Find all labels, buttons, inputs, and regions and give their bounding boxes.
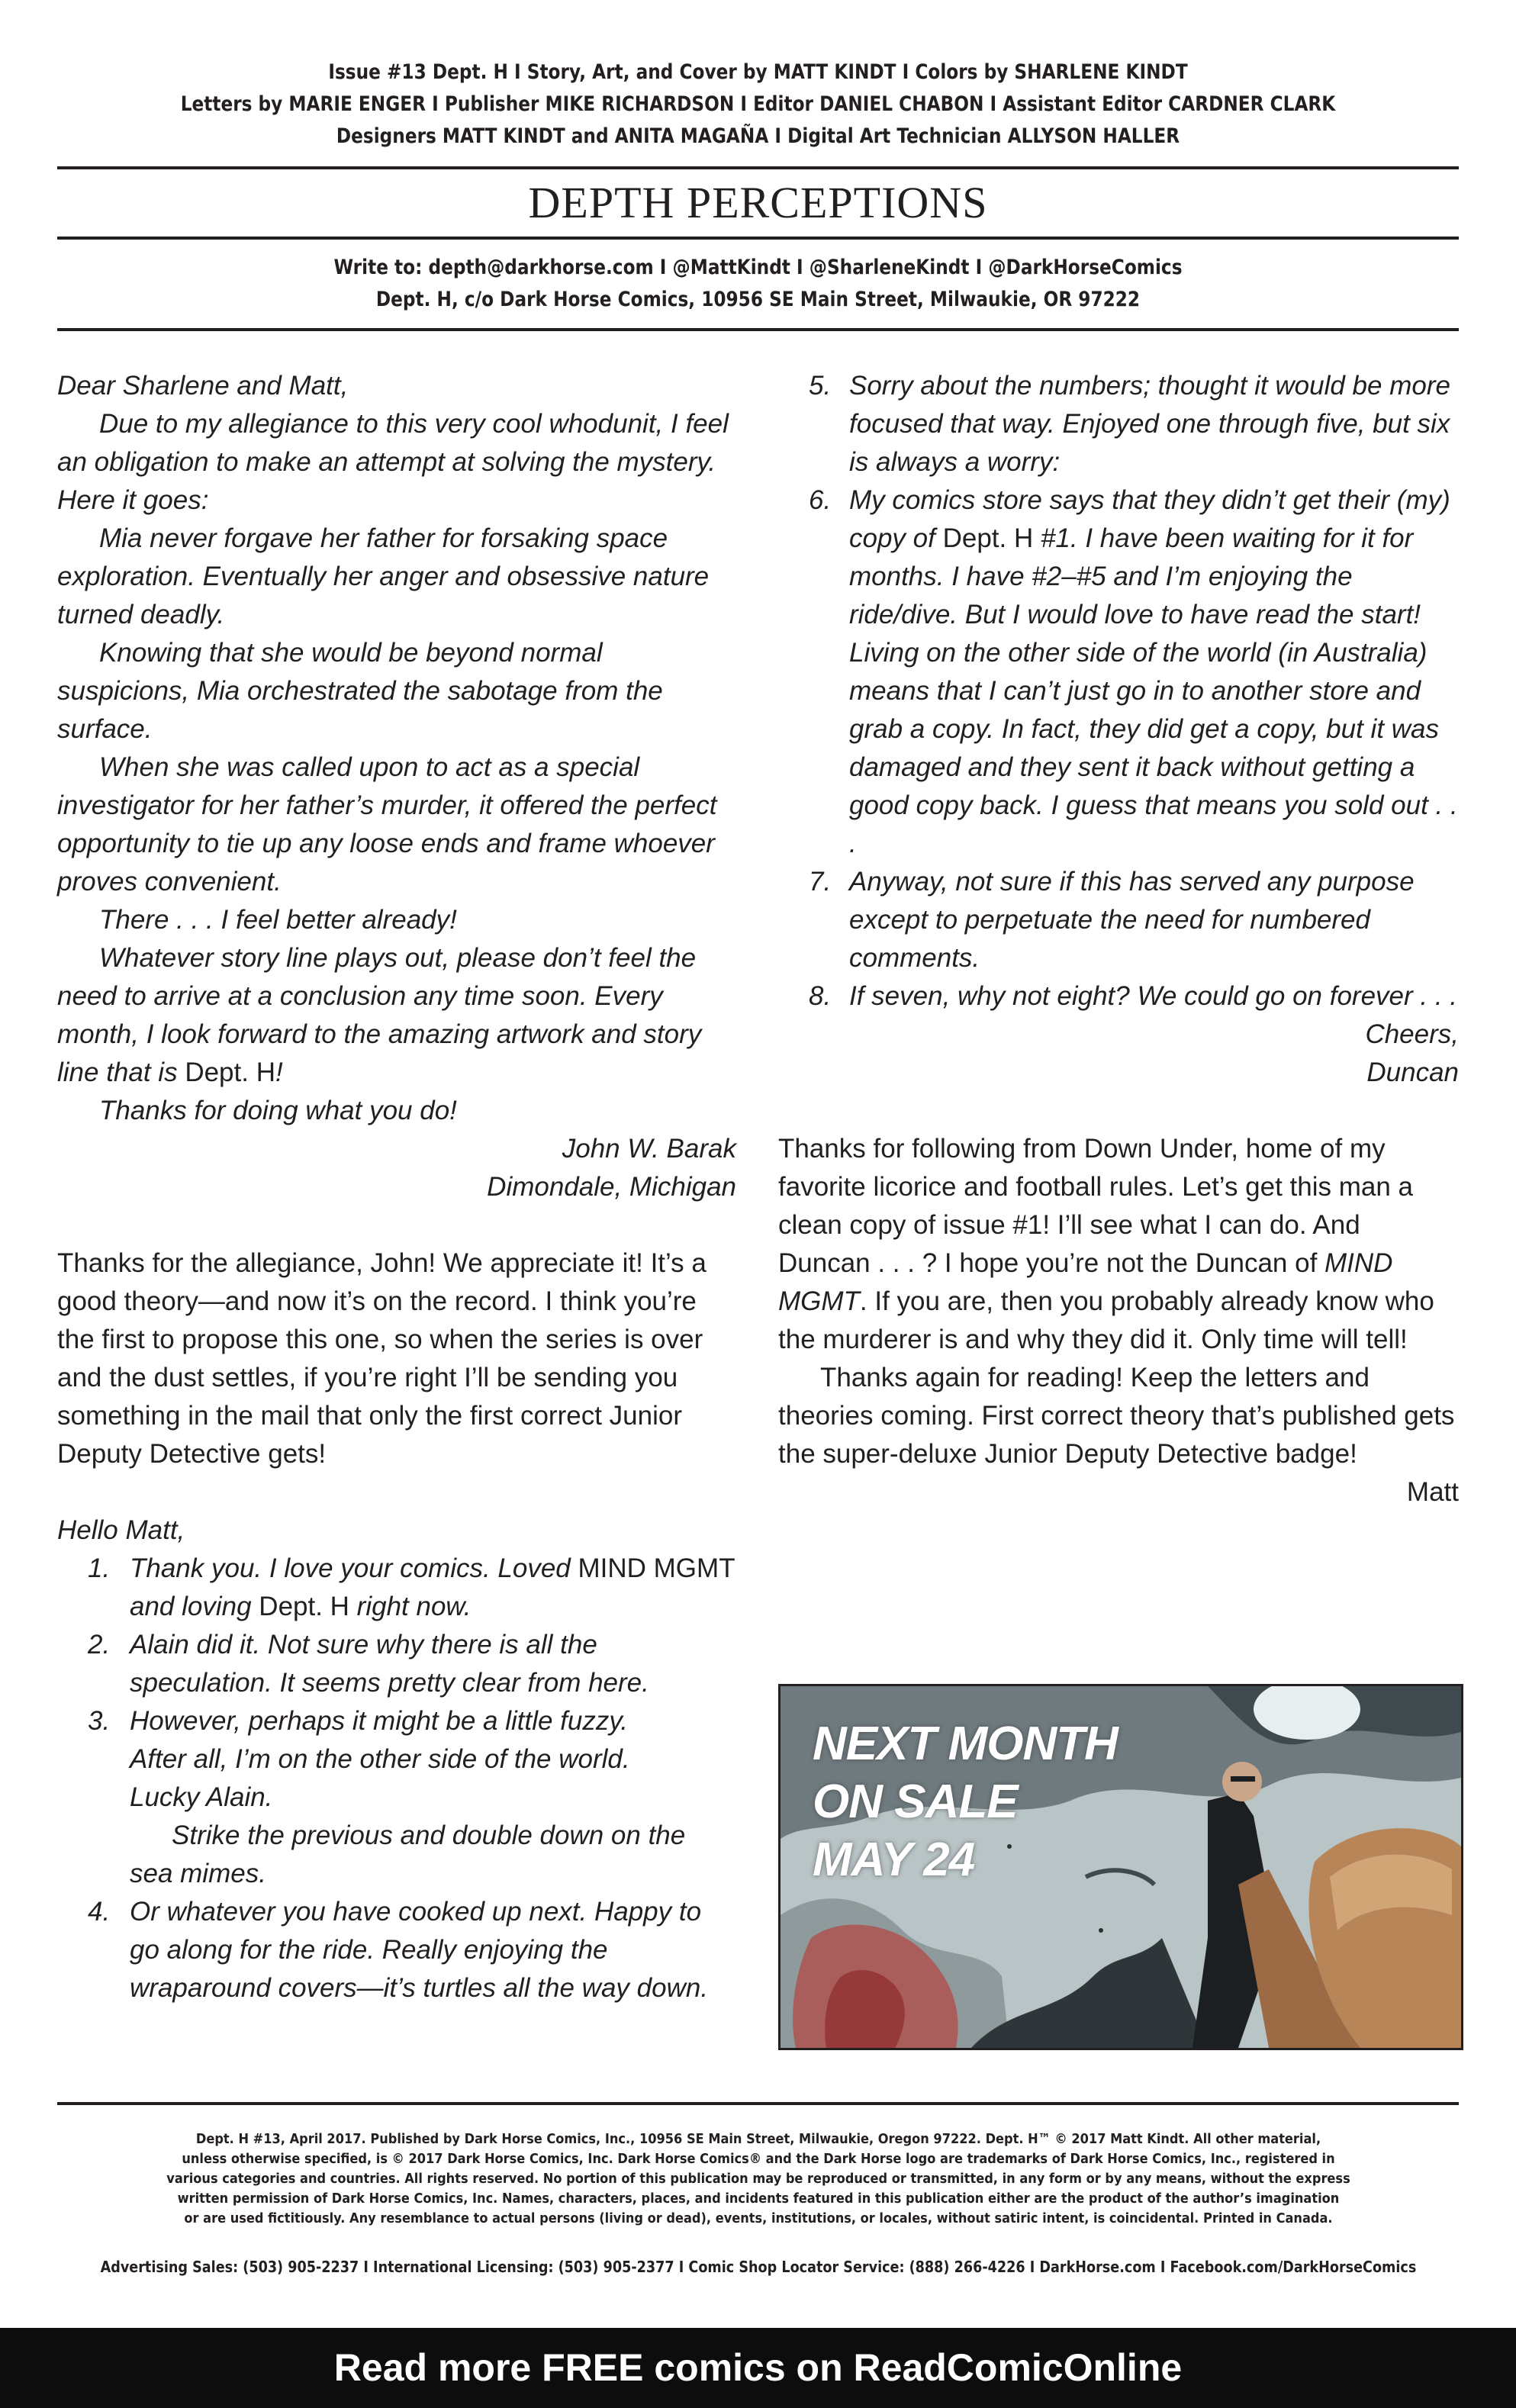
readcomiconline-banner[interactable]: Read more FREE comics on ReadComicOnline <box>0 2328 1516 2408</box>
legal-line: unless otherwise specified, is © 2017 Dark Horse Comics, Inc. Dark Horse Comics® and the Dark Horse logo are trademarks of Dark Horse Comics, Inc., registered in <box>182 2151 1335 2167</box>
editor-reply-paragraph: Thanks for following from Down Under, home of my favorite licorice and football rules. Let’s get this man a clean copy of issue #1! I’ll see what I can do. And Duncan . . . ? I hope you’re not the Duncan of MIND MGMT. If you are, then you probably already know who the murderer is and why they did it. Only time will tell! <box>778 1134 1434 1354</box>
letter-paragraph: Knowing that she would be beyond normal suspicions, Mia orchestrated the sabotage from the surface. <box>57 638 663 744</box>
promo-line: NEXT MONTH <box>813 1717 1118 1770</box>
credits-line-1: Issue #13 Dept. H I Story, Art, and Cover by MATT KINDT I Colors by SHARLENE KINDT <box>328 60 1188 84</box>
letter-paragraph: There . . . I feel better already! <box>99 905 457 935</box>
credits-line-2: Letters by MARIE ENGER I Publisher MIKE RICHARDSON I Editor DANIEL CHABON I Assistant Editor CARDNER CLARK <box>180 92 1336 116</box>
list-item: 7. Anyway, not sure if this has served any purpose except to perpetuate the need for numbered comments. <box>809 867 1415 973</box>
list-item: 5. Sorry about the numbers; thought it would be more focused that way. Enjoyed one through five, but six is always a worry: <box>809 371 1450 477</box>
letter-paragraph: Due to my allegiance to this very cool whodunit, I feel an obligation to make an attempt at solving the mystery. Here it goes: <box>57 409 729 515</box>
legal-line: or are used fictitiously. Any resemblance to actual persons (living or dead), events, institutions, or locales, without satiric intent, is coincidental. Printed in Canada. <box>184 2210 1333 2226</box>
credits-line-3: Designers MATT KINDT and ANITA MAGAÑA I Digital Art Technician ALLYSON HALLER <box>336 124 1180 148</box>
letter-closing: Cheers, <box>1365 1019 1459 1049</box>
letter-salutation: Dear Sharlene and Matt, <box>57 371 349 401</box>
letter-2-continued <box>778 367 1459 1092</box>
letter-paragraph: Whatever story line plays out, please don’t feel the need to arrive at a conclusion any time soon. Every month, I look forward to the amazing artwork and story line that is Dept. H! <box>57 943 702 1087</box>
legal-notice <box>76 2130 1440 2229</box>
next-month-promo-image <box>778 1684 1463 2050</box>
list-item: 2. Alain did it. Not sure why there is all the speculation. It seems pretty clear from here. <box>88 1630 649 1698</box>
promo-caption <box>813 1715 1118 1889</box>
letter-signature-name: Duncan <box>1366 1058 1459 1087</box>
section-title: DEPTH PERCEPTIONS <box>528 178 988 227</box>
editor-reply-2 <box>778 1130 1459 1511</box>
right-column <box>778 367 1459 1511</box>
write-to-line-2: Dept. H, c/o Dark Horse Comics, 10956 SE Main Street, Milwaukie, OR 97222 <box>375 288 1141 311</box>
write-to-line-1: Write to: depth@darkhorse.com I @MattKindt I @SharleneKindt I @DarkHorseComics <box>333 256 1183 279</box>
list-item: 8. If seven, why not eight? We could go on forever . . . <box>809 981 1458 1011</box>
divider <box>57 166 1459 169</box>
editor-reply: Thanks for the allegiance, John! We appreciate it! It’s a good theory—and now it’s on the record. I think you’re the first to propose this one, so when the series is over and the dust settles, if you’re right I’ll be sending you something in the mail that only the first correct Junior Deputy Detective gets! <box>57 1248 707 1469</box>
legal-line: written permission of Dark Horse Comics, Inc. Names, characters, places, and incidents featured in this publication either are the product of the author’s imagination <box>177 2191 1340 2207</box>
letter-paragraph: Thanks for doing what you do! <box>99 1096 457 1125</box>
list-item: 1. Thank you. I love your comics. Loved MIND MGMT and loving Dept. H right now. <box>88 1553 735 1621</box>
letter-1 <box>57 367 736 1206</box>
legal-line: various categories and countries. All rights reserved. No portion of this publication may be reproduced or transmitted, in any form or by any means, without the express <box>166 2171 1350 2187</box>
letter-signature-place: Dimondale, Michigan <box>487 1172 736 1202</box>
legal-line: Dept. H #13, April 2017. Published by Dark Horse Comics, Inc., 10956 SE Main Street, Milwaukie, Oregon 97222. Dept. H™ © 2017 Matt Kindt. All other material, <box>195 2131 1321 2147</box>
list-item: 3. However, perhaps it might be a little fuzzy. After all, I’m on the other side of the world. Lucky Alain. Strike the previous and double down on the sea mimes. <box>88 1706 686 1888</box>
editor-reply-paragraph: Thanks again for reading! Keep the letters and theories coming. First correct theory that’s published gets the super-deluxe Junior Deputy Detective badge! <box>778 1363 1455 1469</box>
letter-2 <box>57 1511 736 2007</box>
promo-line: ON SALE <box>813 1775 1018 1828</box>
letter-salutation: Hello Matt, <box>57 1515 185 1545</box>
letter-paragraph: Mia never forgave her father for forsaking space exploration. Eventually her anger and obsessive nature turned deadly. <box>57 523 710 629</box>
letter-paragraph: When she was called upon to act as a special investigator for her father’s murder, it offered the perfect opportunity to tie up any loose ends and frame whoever proves convenient. <box>57 752 717 897</box>
list-item: 4. Or whatever you have cooked up next. Happy to go along for the ride. Really enjoying the wraparound covers—it’s turtles all the way down. <box>88 1897 709 2003</box>
contact-line: Advertising Sales: (503) 905-2237 I International Licensing: (503) 905-2377 I Comic Shop Locator Service: (888) 266-4226 I DarkHorse.com I Facebook.com/DarkHorseComics <box>100 2258 1416 2276</box>
letter-signature-name: John W. Barak <box>562 1134 736 1164</box>
left-column <box>57 367 736 2007</box>
editor-signature: Matt <box>1406 1477 1459 1507</box>
promo-line: MAY 24 <box>813 1833 975 1886</box>
divider <box>57 2102 1459 2105</box>
list-item: 6. My comics store says that they didn’t get their (my) copy of Dept. H #1. I have been waiting for it for months. I have #2–#5 and I’m enjoying the ride/dive. But I would love to have read the start! Living on the other side of the world (in Australia) means that I can’t just go in to another store and grab a copy. In fact, they did get a copy, but it was damaged and they sent it back without getting a good copy back. I guess that means you sold out . . . <box>809 485 1458 858</box>
divider <box>57 237 1459 240</box>
divider <box>57 328 1459 331</box>
